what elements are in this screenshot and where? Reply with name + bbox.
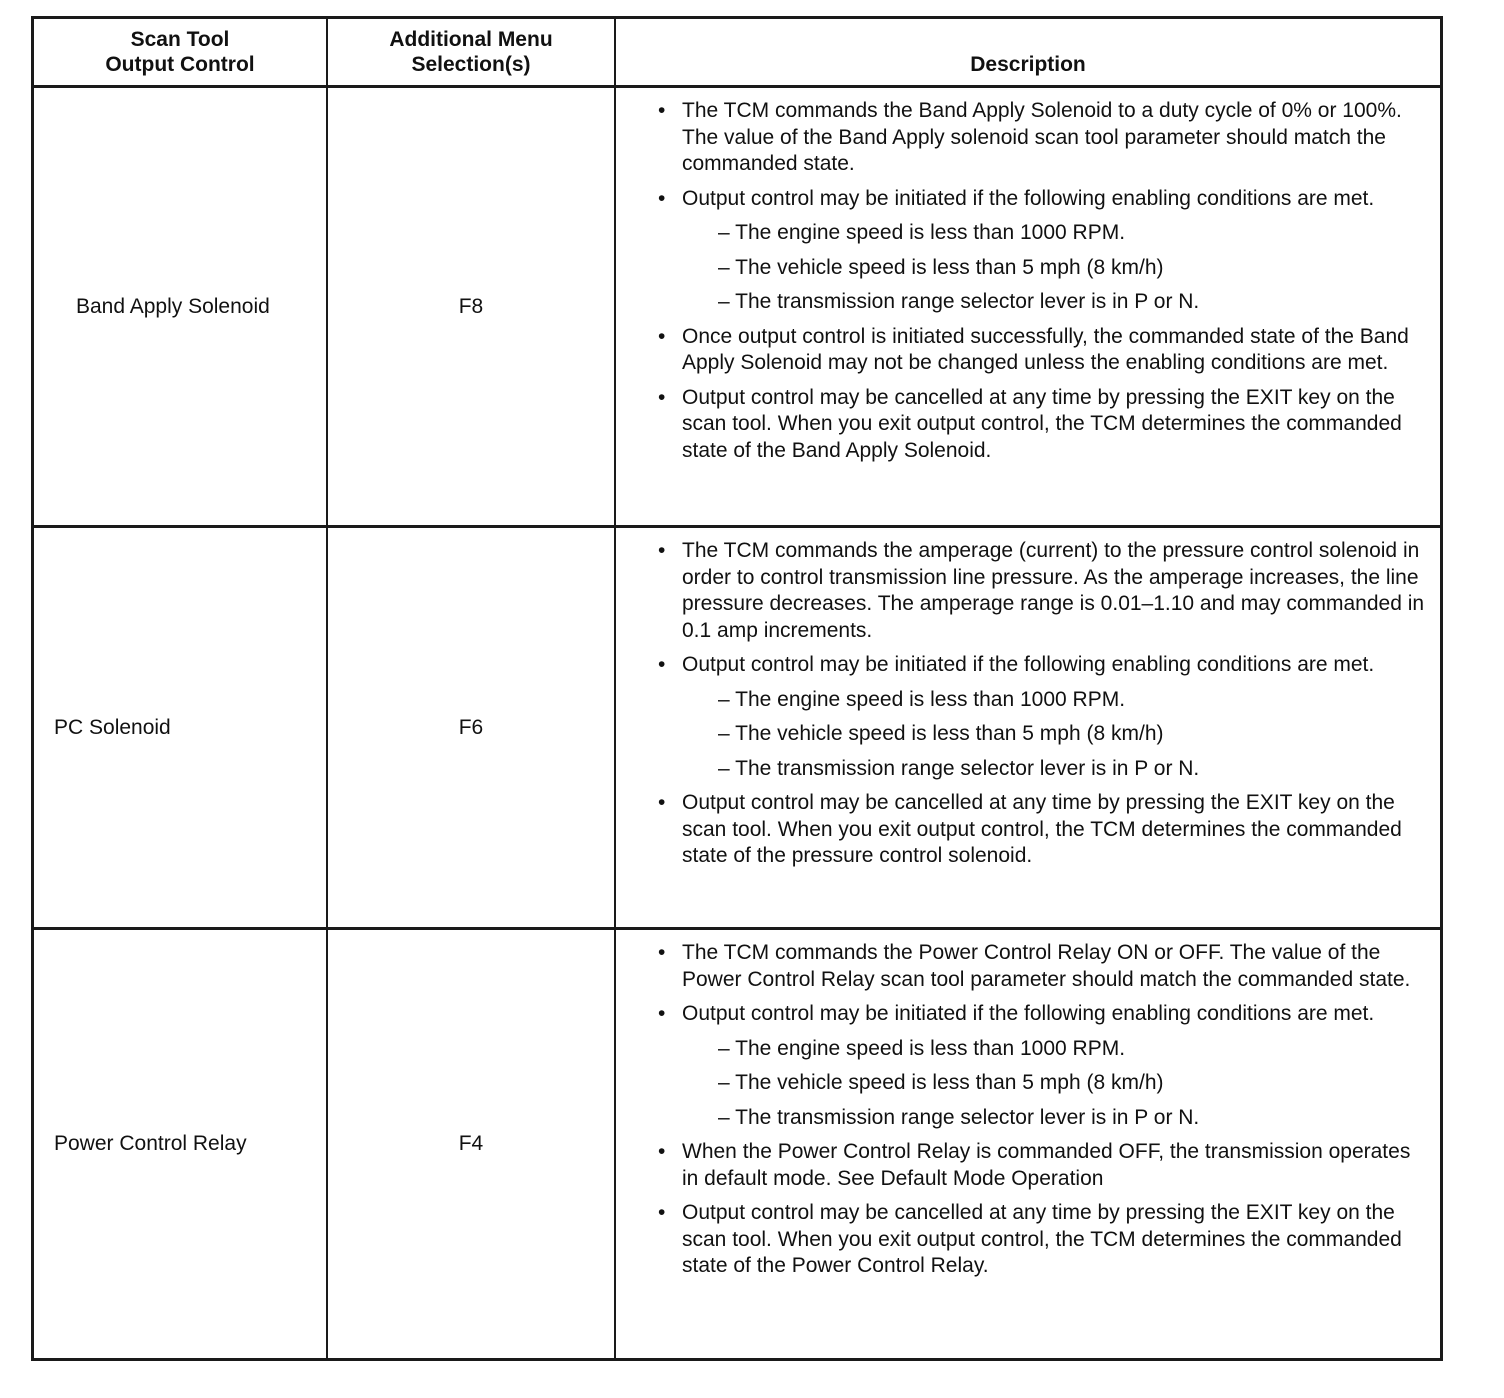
- condition-item: – The vehicle speed is less than 5 mph (8 km/h): [718, 722, 1164, 745]
- description-cell: [616, 528, 1440, 927]
- description-bullet: [658, 1139, 1432, 1192]
- bullet-icon: •: [658, 1201, 666, 1224]
- bullet-text: Output control may be initiated if the following enabling conditions are met.: [682, 1002, 1375, 1025]
- description-bullet: [658, 940, 1432, 993]
- condition-item: – The transmission range selector lever is in P or N.: [718, 756, 1200, 780]
- description-bullet: [658, 324, 1432, 377]
- output-control-name-cell: [34, 528, 328, 927]
- bullet-text: Once output control is initiated successfully, the commanded state of the Band Apply Solenoid may not be changed unless the enabling conditions are met.: [682, 324, 1409, 374]
- bullet-icon: •: [658, 385, 666, 409]
- condition-item: – The engine speed is less than 1000 RPM.: [718, 687, 1126, 711]
- output-control-table: [31, 16, 1443, 1361]
- bullet-text: Output control may be cancelled at any time by pressing the EXIT key on the scan tool. When you exit output control, the TCM determines the commanded state of the pressure control solenoid.: [682, 791, 1402, 867]
- menu-selection: F6: [458, 715, 484, 739]
- bullet-icon: •: [658, 1002, 666, 1025]
- bullet-text: Output control may be cancelled at any time by pressing the EXIT key on the scan tool. When you exit output control, the TCM determines the commanded state of the Power Control Relay.: [682, 1201, 1402, 1277]
- bullet-text: The TCM commands the Power Control Relay ON or OFF. The value of the Power Control Relay scan tool parameter should match the commanded state.: [682, 941, 1411, 991]
- bullet-icon: •: [658, 324, 666, 348]
- output-control-name-cell: [34, 930, 328, 1358]
- table-row: [34, 85, 1440, 525]
- bullet-icon: •: [658, 99, 666, 122]
- output-control-name: Band Apply Solenoid: [76, 294, 270, 318]
- condition-list: [682, 1036, 1432, 1132]
- description-bullet: [658, 538, 1432, 644]
- bullet-icon: •: [658, 791, 666, 814]
- header-additional-menu-selections: Additional Menu Selection(s): [328, 19, 616, 85]
- menu-selection: F8: [458, 294, 484, 318]
- description-bullet: [658, 1001, 1432, 1131]
- condition-item: – The transmission range selector lever is in P or N.: [718, 290, 1200, 313]
- condition-item: – The engine speed is less than 1000 RPM.: [718, 1036, 1126, 1060]
- condition-list: [682, 687, 1432, 783]
- description-bullet: [658, 790, 1432, 870]
- description-bullet: [658, 186, 1432, 316]
- condition-item: – The vehicle speed is less than 5 mph (8 km/h): [718, 255, 1164, 279]
- table-row: [34, 525, 1440, 927]
- description-bullet: [658, 652, 1432, 782]
- menu-selection-cell: [328, 528, 616, 927]
- header-description: Description: [970, 53, 1086, 76]
- bullet-text: Output control may be cancelled at any time by pressing the EXIT key on the scan tool. When you exit output control, the TCM determines the commanded state of the Band Apply Solenoid.: [682, 385, 1402, 462]
- description-bullet: [658, 98, 1432, 178]
- table-row: [34, 927, 1440, 1358]
- output-control-name: Power Control Relay: [54, 1132, 247, 1155]
- bullet-text: The TCM commands the Band Apply Solenoid to a duty cycle of 0% or 100%. The value of the Band Apply solenoid scan tool parameter should match the commanded state.: [682, 99, 1402, 175]
- output-control-name: PC Solenoid: [54, 715, 171, 739]
- menu-selection-cell: [328, 88, 616, 525]
- header-scan-tool-output-control: Scan Tool Output Control: [34, 19, 328, 85]
- description-bullet: [658, 385, 1432, 465]
- menu-selection: F4: [458, 1132, 484, 1155]
- condition-list: [682, 220, 1432, 316]
- bullet-text: Output control may be initiated if the following enabling conditions are met.: [682, 653, 1375, 676]
- bullet-icon: •: [658, 186, 666, 210]
- bullet-text: When the Power Control Relay is commanded OFF, the transmission operates in default mode. See Default Mode Operation: [682, 1140, 1411, 1190]
- description-bullet: [658, 1200, 1432, 1280]
- output-control-name-cell: [34, 88, 328, 525]
- bullet-text: Output control may be initiated if the following enabling conditions are met.: [682, 186, 1375, 210]
- condition-item: – The engine speed is less than 1000 RPM.: [718, 221, 1126, 244]
- bullet-icon: •: [658, 941, 666, 964]
- condition-item: – The vehicle speed is less than 5 mph (8 km/h): [718, 1071, 1164, 1094]
- condition-item: – The transmission range selector lever is in P or N.: [718, 1105, 1200, 1129]
- description-cell: [616, 88, 1440, 525]
- bullet-icon: •: [658, 1140, 666, 1163]
- menu-selection-cell: [328, 930, 616, 1358]
- bullet-icon: •: [658, 539, 666, 562]
- bullet-text: The TCM commands the amperage (current) to the pressure control solenoid in order to control transmission line pressure. As the amperage increases, the line pressure decreases. The amperage range is 0.01–1.10 and may commanded in 0.1 amp increments.: [682, 539, 1425, 642]
- description-cell: [616, 930, 1440, 1358]
- bullet-icon: •: [658, 653, 666, 676]
- table-header-row: [34, 19, 1440, 85]
